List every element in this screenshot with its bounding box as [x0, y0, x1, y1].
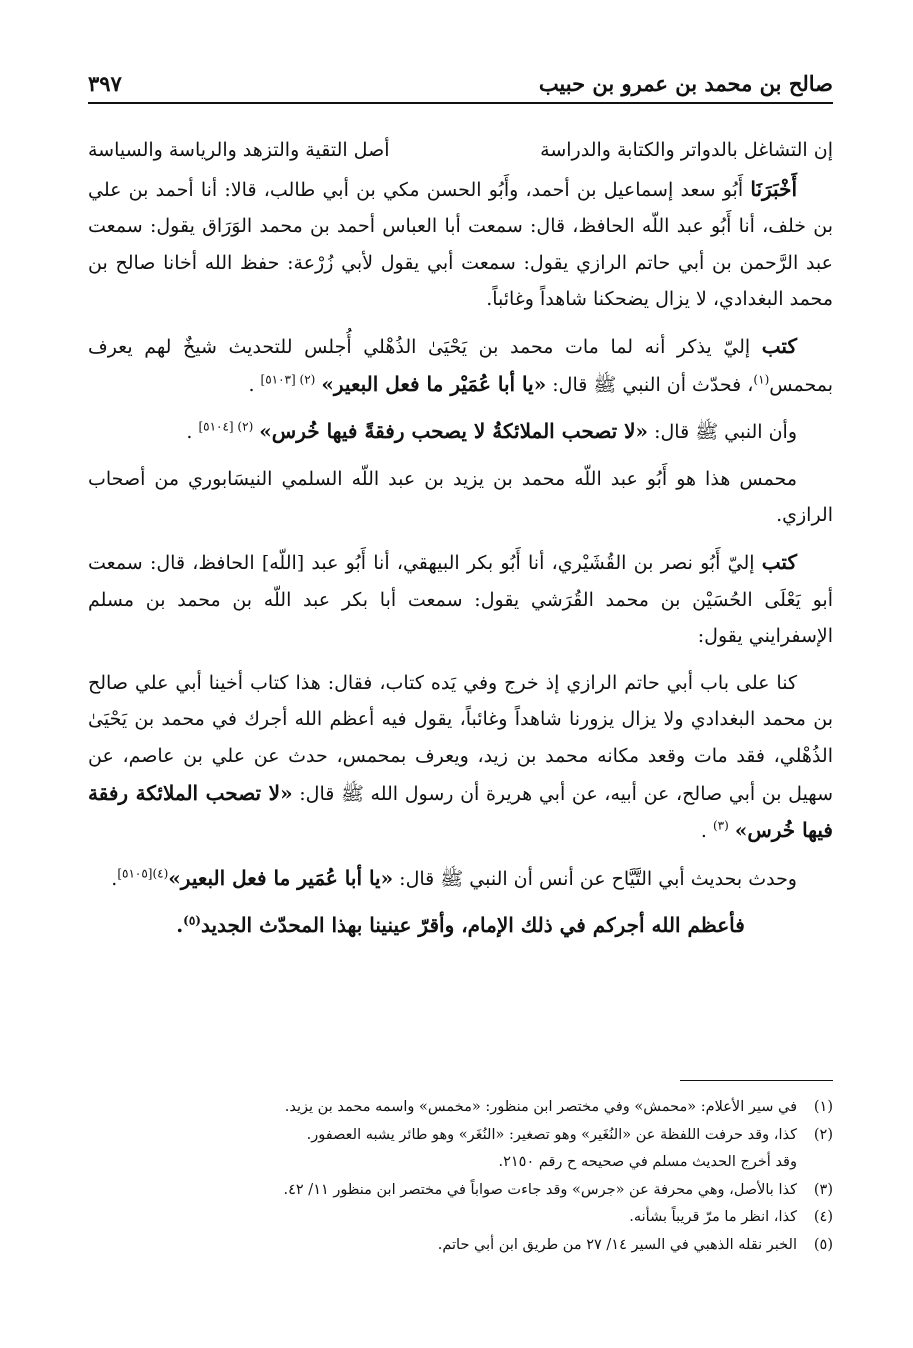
footnote-rule — [680, 1080, 833, 1081]
paragraph-6 — [88, 665, 833, 850]
paragraph-5-lead: كتب — [761, 549, 797, 574]
poem-verse — [88, 132, 833, 169]
hadith-quote-3: «لا تصحب الملائكة رفقة فيها خُرس» — [88, 780, 833, 843]
poem-hemistich-left: أصل التقية والتزهد والرياسة والسياسة — [88, 139, 390, 161]
footnote-2-continued — [88, 1149, 833, 1177]
footnote-text: كذا، وقد حرفت اللفظة عن «النُغَير» وهو تصغير: «النُغَر» وهو طائر يشبه العصفور. — [306, 1126, 797, 1143]
paragraph-2-text: إليّ يذكر أنه لما مات محمد بن يَحْيَىٰ الذُهْلي أُجلس للتحديث شيخٌ لهم يعرف بمحمس — [88, 335, 833, 396]
footnote-2 — [88, 1122, 833, 1150]
footnotes — [88, 1094, 833, 1260]
paragraph-3 — [88, 413, 833, 451]
paragraph-2-lead: كتب — [761, 333, 797, 358]
paragraph-8-text: فأعظم الله أجركم في ذلك الإمام، وأقرّ عينينا بهذا المحدّث الجديد — [200, 913, 745, 938]
footnote-marker-1: (١) — [753, 372, 770, 387]
main-text — [88, 132, 833, 954]
footnote-text: الخبر نقله الذهبي في السير ١٤/ ٢٧ من طريق ابن أبي حاتم. — [437, 1236, 797, 1253]
paragraph-7-text: وحدث بحديث أبي التَّيَّاح عن أنس أن النبي ﷺ قال: — [393, 867, 797, 890]
ref-marker-7: (٤)[٥١٠٥] — [117, 866, 169, 881]
paragraph-5-text: إليّ أَبُو نصر بن القُشَيْري، أنا أَبُو بكر البيهقي، أنا أَبُو عبد [اللّه] الحافظ، قال: سمعت أبو يَعْلَى الحُسَيْن بن محمد القُرَشي يقول: سمعت أبا بكر عبد اللّه بن محمد بن مسلم الإسفرايني يقول: — [88, 551, 833, 648]
paragraph-3-end: . — [186, 421, 199, 444]
footnote-1 — [88, 1094, 833, 1122]
footnote-text: كذا، انظر ما مرّ قريباً بشأنه. — [629, 1209, 797, 1226]
paragraph-1-lead: أَخْبَرَنَا — [750, 176, 797, 201]
poem-hemistich-right: إن التشاغل بالدواتر والكتابة والدراسة — [540, 139, 833, 161]
footnote-number: (٣) — [813, 1181, 833, 1198]
paragraph-1 — [88, 171, 833, 318]
paragraph-5 — [88, 544, 833, 655]
hadith-quote-1: «يا أبا عُمَيْر ما فعل البعير» — [321, 371, 547, 396]
paragraph-1-text: أَبُو سعد إسماعيل بن أحمد، وأَبُو الحسن مكي بن أبي طالب، قالا: أنا أحمد بن علي بن خلف، أنا أَبُو عبد اللّه الحافظ، قال: سمعت أبا العباس أحمد بن محمد الوَرَاق يقول: سمعت عبد الرَّحمن بن أبي حاتم الرازي يقول: سمعت أبي يقول لأبي زُرْعة: حفظ الله أخانا صالح بن محمد البغدادي، لا يزال يضحكنا شاهداً وغائباً. — [88, 178, 833, 311]
paragraph-7-end: . — [111, 867, 118, 890]
footnote-5 — [88, 1232, 833, 1260]
header-title: صالح بن محمد بن عمرو بن حبيب — [538, 71, 833, 96]
ref-marker-6: (٣) — [712, 818, 729, 833]
ref-marker-3: (٢) [٥١٠٤] — [198, 419, 254, 434]
paragraph-7 — [88, 860, 833, 898]
footnote-text: وقد أخرج الحديث مسلم في صحيحه ح رقم ٢١٥٠. — [498, 1154, 797, 1171]
hadith-quote-4: «يا أبا عُمَير ما فعل البعير» — [168, 865, 394, 890]
footnote-number — [797, 1149, 833, 1177]
paragraph-6-text: كنا على باب أبي حاتم الرازي إذ خرج وفي يَده كتاب، فقال: هذا كتاب أخينا أبي علي صالح بن محمد البغدادي ولا يزال يزورنا شاهداً وغائباً، يقول فيه أعظم الله أجرك في محمد بن يَحْيَىٰ الذُهْلي، فقد مات وقعد مكانه محمد بن زيد، ويعرف بمحمس، حدث عن علي بن عاصم، عن سهيل بن أبي صالح، عن أبيه، عن أبي هريرة أن رسول الله ﷺ قال: — [88, 671, 833, 805]
paragraph-6-end: . — [700, 820, 713, 843]
paragraph-2-text2: ، فحدّث أن النبي ﷺ قال: — [546, 373, 754, 396]
footnote-3 — [88, 1177, 833, 1205]
footnote-number: (١) — [813, 1099, 833, 1115]
footnote-number: (٥) — [813, 1236, 833, 1253]
running-header — [88, 60, 833, 104]
paragraph-8 — [88, 907, 833, 944]
ref-marker-2: (٢) [٥١٠٣] — [260, 372, 316, 387]
footnote-text: كذا بالأصل، وهي محرفة عن «جرس» وقد جاءت صواباً في مختصر ابن منظور ١١/ ٤٢. — [283, 1181, 797, 1198]
paragraph-3-text: وأن النبي ﷺ قال: — [648, 421, 797, 444]
page-number: ٣٩٧ — [88, 71, 122, 96]
ref-marker-8: (٥) — [183, 913, 201, 928]
footnote-number: (٤) — [813, 1209, 833, 1226]
paragraph-2 — [88, 328, 833, 403]
footnote-4 — [88, 1204, 833, 1232]
footnote-number: (٢) — [813, 1126, 833, 1143]
paragraph-8-end: . — [176, 913, 184, 938]
hadith-quote-2: «لا تصحب الملائكةُ لا يصحب رفقةً فيها خُرس» — [259, 419, 649, 444]
footnote-text: في سير الأعلام: «محمش» وفي مختصر ابن منظور: «مخمس» واسمه محمد بن يزيد. — [284, 1099, 797, 1115]
paragraph-4: محمس هذا هو أَبُو عبد اللّه محمد بن يزيد بن عبد اللّه السلمي النيسَابوري من أصحاب الرازي. — [88, 467, 833, 527]
paragraph-2-end: . — [248, 373, 261, 396]
